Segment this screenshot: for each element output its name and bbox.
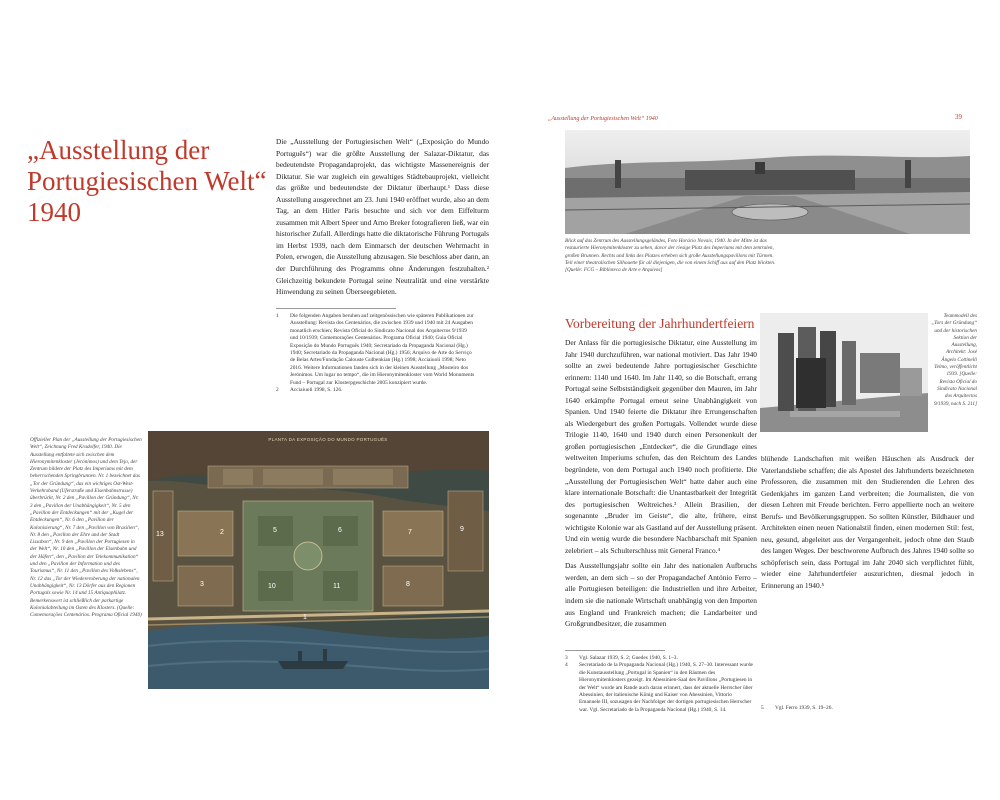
footnote xyxy=(276,313,476,387)
right-footnotes-col1 xyxy=(565,655,753,714)
model-caption: Teammodell des „Tors der Gründung“ und der historischen Sektion der Ausstellung, Architekt: José Ângelo Cottinelli Telmo, veröffentlicht 1939. [Quelle: Revista Oficial do Sindicato Nacional dos Arquitectos 9/1939, nach S. 211] xyxy=(931,313,977,407)
model-photo-drawing xyxy=(760,313,928,432)
footnote-text: Vgl. Ferro 1939, S. 19–26. xyxy=(775,705,833,711)
running-head: „Ausstellung der Portugiesischen Welt“ 1940 xyxy=(548,116,658,122)
footnote-text: Die folgenden Angaben beruhen auf zeitgenössischen wie späteren Publikationen zur Ausstellung: Revista dos Centenários, die zwischen 1939 und 1940 mit 24 Ausgaben monatlich erschien; Revista Oficial do Sindicato Nacional dos Arquitectos 9/1939 und 10/1939; Comemorações Centenários. Programa Oficial 1940; Guia Oficial Exposição do Mundo Português 1940; Secretariado da Propaganda Nacional (Hg.) 1940; Secretariado da Propaganda Nacional (Hg.) 1956; Arquivo de Arte do Serviço de Belas Artes/Fundação Calouste Gulbenkian (Hg.) 1998; Acciaiuoli 1998; Neto 2016. Weitere Informationen fanden sich in der kleinen Ausstellung „Mosteiro dos Jerónimos. Um lugar no tempo“, die im Hieronymitenkloster vom World Monuments Fund – Portugal zur Klosterpgeschichte 2005 konzipiert wurde. xyxy=(290,313,475,386)
page-number: 39 xyxy=(955,113,962,121)
map-marker-10: 10 xyxy=(268,583,276,590)
footnote-number: 4 xyxy=(565,662,568,669)
right-column-2 xyxy=(761,453,974,592)
paragraph: Der Anlass für die portugiesische Diktatur, eine Ausstellung im Jahr 1940 durchzuführen, war national motiviert. Das Jahr 1940 sollte an zwei bedeutende Jahre portugiesischer Geschichte erinnern: 1140 und 1640. Im Jahr 1140, so die Botschaft, errang Portugal seine Selbstständigkeit gegenüber den Mauren, im Jahr 1640 erkämpfte Portugal erneut seine Unabhängigkeit von Spanien. Und 1940 feierte die Diktatur ihre Errungenschaften als Wiedergeburt des großen Portugals. Vollendet wurde diese Trilogie 1140, 1640 und 1940 durch einen Personenkult der großen portugiesischen „Entdecker“, die die Grundlage eines weltweiten Imperiums schufen, das den Reichtum des Landes begründete, von dem Portugal auch 1940 noch profitierte. Die „Ausstellung der Portugiesischen Welt“ hatte daher auch eine klare internationale Botschaft: die Unantastbarkeit der Integrität des portugiesischen Weltreiches.³ Allein Brasilien, der sogenannte „Bruder im Geiste“, die alte, frühere, einst wichtigste Kolonie war als Gastland auf der Ausstellung präsent. Und ein wenig wurde die besondere Nachbarschaft mit Spanien zelebriert – als Schulterschluss mit General Franco.⁴ xyxy=(565,338,757,555)
footnote xyxy=(565,662,753,714)
footnote-number: 5 xyxy=(761,705,764,711)
map-marker-11: 11 xyxy=(333,583,341,590)
map-marker-7: 7 xyxy=(408,529,412,536)
intro-paragraph: Die „Ausstellung der Portugiesischen Welt“ („Exposição do Mundo Português“) war die größte Ausstellung der Salazar-Diktatur, das bedeutendste Propagandaprojekt, das wichtigste Massenereignis der Diktatur. Sie war zugleich ein gewaltiges Städtebauprojekt, vielleicht das größte und bedeutendste der Diktatur überhaupt.¹ Dass diese Ausstellung ausgerechnet am 23. Juni 1940 eröffnet wurde, also an dem Tag, an dem Hitler Paris besuchte und sich vor dem Eiffelturm zusammen mit Albert Speer und Arno Breker fotografieren ließ, war ein historischer Zufall. Allerdings hatte die diktatorische Führung Portugals im Herbst 1939, nach dem Einmarsch der deutschen Wehrmacht in Polen, erwogen, die Ausstellung abzusagen. Sie beschloss aber dann, an der Durchführung des Programms ohne Änderungen festzuhalten.² Gleichzeitig bekundete Portugal seine Neutralität und eine verstärkte Hinwendung zu seinen Überseegebieten. xyxy=(276,137,489,297)
page-title: „Ausstellung der Portugiesischen Welt“ 1940 xyxy=(27,135,267,227)
footnote-divider-right xyxy=(565,650,665,651)
panorama-photo-drawing xyxy=(565,130,970,234)
exhibition-map xyxy=(148,431,489,689)
left-footnotes xyxy=(276,313,476,394)
footnote-text: Secretariado de la Propaganda Nacional (Hg.) 1940, S. 27–30. Interessant wurde die Kunstausstellung „Portugal in Spanien“ in den Räumen des Hieronymitenklosters gezeigt. Im Abessinien-Saal des Pavillons „Portugiesen in der Welt“ wurde am Rande auch daran erinnert, dass der aktuelle Herrscher über Abessinien, der italienische König und Kaiser von Abessinien, Vittorio Emanuele III, sozusagen der Nachfolger der dortigen portugiesischen Herrscher war. Vgl. Secretariado de la Propaganda Nacional (Hg.) 1940, S. 14. xyxy=(579,662,753,713)
map-caption: Offizieller Plan der „Ausstellung der Portugiesischen Welt“, Zeichnung Fred Kradolfer, 1940. Die Ausstellung entfaltete sich zwischen dem Hieronymitenkloster (Jerónimos) und dem Tejo, der Zentrum bildete der Platz des Imperiums mit dem beherrschenden Springbrunnen. Nr. 1 bezeichnet das „Tor der Gründung“, das ein wichtiges Ost-West-Verkehrsband (Uferstraße und Eisenbahnstrasse) überbrückt, Nr. 2 den „Pavillon der Gründung“, Nr. 3 den „Pavillon der Unabhängigkeit“, Nr. 5 den „Pavillon der Entdeckungen“ mit der „Kugel der Entdeckungen“, Nr. 6 den „Pavillon der Kolonisierung“, Nr. 7 den „Pavillon von Brasilien“, Nr. 8 den „Pavillon der Ehre und der Stadt Lissabon“, Nr. 9 den „Pavillon der Portugiesen in der Welt“, Nr. 10 den „Pavillon der Eisenbahn und der Häfen“, den „Pavillon der Telekommunikation“ und den „Pavillon der Information und des Tourismus“, Nr. 11 den „Pavillon des Volkslebens“, Nr. 12 das „Tor der Wiedereroberung der nationalen Unabhängigkeit“, Nr. 13 Dörfer aus den Regionen Portugals sowie Nr. 14 und 15 Antiquaphilatz. Bemerkenswert ist schließlich der parkartige Kolonialabteilung im Osten des Klosters. (Quelle: Comemorações Centenários. Programa Oficial 1940) xyxy=(30,437,142,619)
map-marker-6: 6 xyxy=(338,527,342,534)
model-photo xyxy=(760,313,928,432)
panorama-photo xyxy=(565,130,970,234)
right-footnotes-col2 xyxy=(761,705,961,712)
map-marker-5: 5 xyxy=(273,527,277,534)
map-marker-9: 9 xyxy=(460,526,464,533)
map-marker-1: 1 xyxy=(303,614,307,621)
footnote-divider xyxy=(276,308,396,309)
footnote-number: 3 xyxy=(565,655,568,661)
right-column-1 xyxy=(565,337,757,630)
exhibition-map-drawing xyxy=(148,431,489,689)
footnote-text: Acciaiuoli 1998, S. 126. xyxy=(290,387,343,394)
footnote xyxy=(276,387,476,394)
panorama-caption: Blick auf das Zentrum des Ausstellungsgeländes, Foto Horácio Novais, 1940. In der Mitte ist das restaurierte Hieronymitenkloster zu sehen, davor der riesige Platz des Imperiums mit dem zentralen, großen Brunnen. Rechts und links des Platzes erheben sich große Ausstellungspavillons mit Türmen. Teil einer theatralischen Silhouette für all diejenigen, die von einem Schiff aus auf den Platz blickten. [Quelle: FCG – Biblioteca de Arte e Arquivos] xyxy=(565,238,776,274)
map-marker-2: 2 xyxy=(220,529,224,536)
footnote-text: Vgl. Salazar 1939, S. 2; Guedes 1940, S. 1–3. xyxy=(579,655,678,661)
map-title-banner: PLANTA DA EXPOSIÇÃO DO MUNDO PORTUGUÊS xyxy=(268,437,388,442)
section-heading: Vorbereitung der Jahrhundertfeiern xyxy=(565,316,755,331)
footnote-number: 2 xyxy=(276,387,279,394)
footnote xyxy=(761,705,961,712)
map-marker-3: 3 xyxy=(200,581,204,588)
intro-text xyxy=(276,136,489,298)
footnote-number: 1 xyxy=(276,313,279,319)
map-marker-8: 8 xyxy=(406,581,410,588)
map-marker-13: 13 xyxy=(156,531,164,538)
paragraph: Das Ausstellungsjahr sollte ein Jahr des nationalen Aufbruchs werden, an dem sich – so der Propagandachef António Ferro – alle Portugiesen beteiligen: die Industriellen und ihre Arbeiter, indem sie die nationale Wirtschaft unabhängig von den Importen aus England und Frankreich machen; die Landarbeiter und Großgrundbesitzer, die zusammen xyxy=(565,561,757,629)
paragraph: blühende Landschaften mit weißen Häuschen als Ausdruck der Vaterlandsliebe schaffen; die als Apostel des Jahrhunderts bezeichneten Professoren, die zusammen mit den Studierenden die Lehren des Gedenkjahrs im ganzen Land verbreiten; die Journalisten, die von diesen Lehren mit Freude berichten. Ferro appellierte noch an weitere Berufs- und Bevölkerungsgruppen. So sollten Künstler, Bildhauer und Architekten einen neuen Nationalstil finden, einen modernen Stil: fest, neu, gesund, abgeleitet aus der Vergangenheit, jedoch ohne den Staub des langen Weges. Der beschworene Aufbruch des Jahres 1940 sollte so schöpferisch sein, dass Portugal im Jahr 2040 sich verpflichtet fühlt, wieder eine Jahrhundertfeier auszurichten, diesmal jedoch in Erinnerung an 1940.⁵ xyxy=(761,454,974,591)
